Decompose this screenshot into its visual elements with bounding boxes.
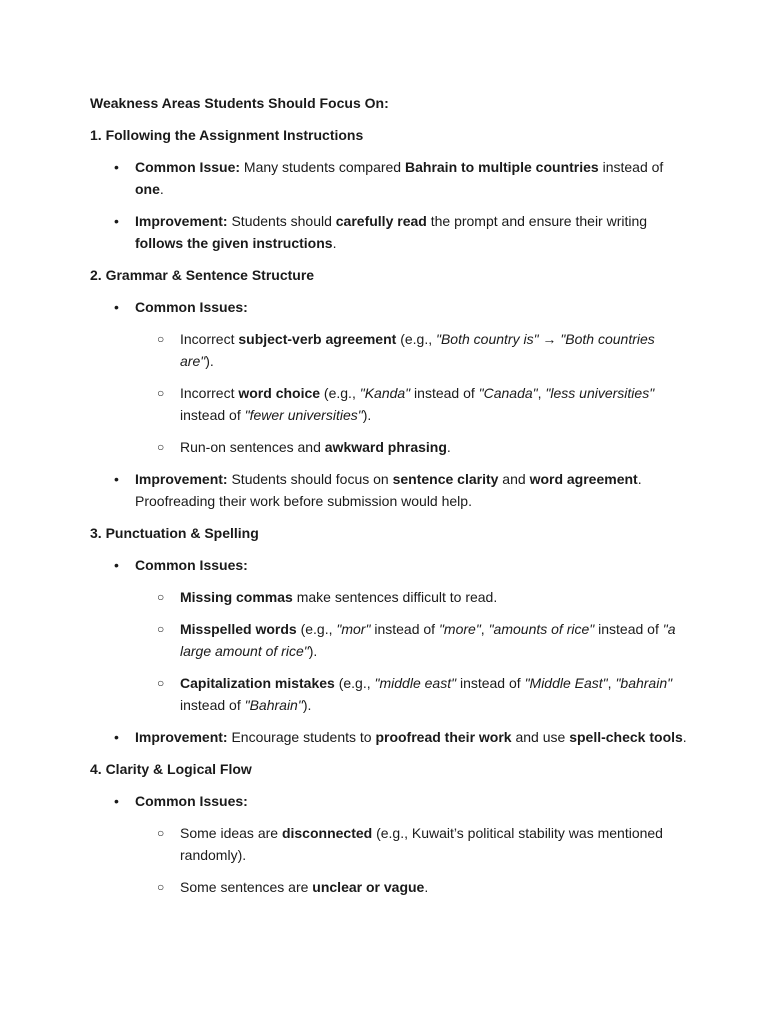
bold-text: word agreement: [529, 471, 638, 487]
bold-text: Misspelled words: [180, 621, 297, 637]
document-page: [90, 92, 690, 908]
bold-text: subject-verb agreement: [238, 331, 397, 347]
italic-text: "less universities": [545, 385, 655, 401]
bold-text: Capitalization mistakes: [180, 675, 335, 691]
section-heading: 1. Following the Assignment Instructions: [90, 127, 364, 143]
text-run: Run-on sentences and: [180, 439, 325, 455]
hollow-bullet-icon: ○: [157, 386, 165, 400]
list-item: [90, 468, 690, 512]
bullet-icon: •: [114, 471, 119, 487]
bold-text: Common Issues:: [135, 793, 248, 809]
bold-text: proofread their work: [375, 729, 512, 745]
text-run: ,: [480, 621, 489, 637]
hollow-bullet-icon: ○: [157, 676, 165, 690]
italic-text: "bahrain": [615, 675, 673, 691]
italic-text: "Middle East": [524, 675, 608, 691]
italic-text: "more": [438, 621, 481, 637]
bold-text: Missing commas: [180, 589, 293, 605]
text-run: Some sentences are: [180, 879, 313, 895]
text-run: .: [332, 235, 337, 251]
hollow-bullet-icon: ○: [157, 622, 165, 636]
bullet-icon: •: [114, 213, 119, 229]
text-run: (e.g.,: [396, 331, 436, 347]
text-run: Some ideas are: [180, 825, 282, 841]
bold-text: Common Issues:: [135, 299, 248, 315]
text-run: . Proofreading their work before submission would help.: [135, 471, 642, 509]
text-run: ).: [205, 353, 214, 369]
text-run: .: [424, 879, 429, 895]
bold-text: disconnected: [281, 825, 373, 841]
italic-text: "a large amount of rice": [180, 621, 676, 659]
text-run: make sentences difficult to read.: [292, 589, 498, 605]
hollow-bullet-icon: ○: [157, 440, 165, 454]
list-item: [90, 790, 690, 812]
bullet-icon: •: [114, 793, 119, 809]
text-run: .: [682, 729, 687, 745]
bold-text: spell-check tools: [569, 729, 683, 745]
list-item: [90, 210, 690, 254]
sub-list-item: [90, 328, 690, 372]
text-run: (e.g.,: [296, 621, 337, 637]
text-run: and: [498, 471, 530, 487]
text-run: (e.g.,: [320, 385, 360, 401]
list-item: [90, 296, 690, 318]
hollow-bullet-icon: ○: [157, 590, 165, 604]
bold-text: Improvement:: [135, 729, 228, 745]
bold-text: follows the given instructions: [135, 235, 333, 251]
text-run: instead of: [410, 385, 479, 401]
italic-text: "Bahrain": [244, 697, 303, 713]
text-run: instead of: [180, 697, 245, 713]
bold-text: Common Issues:: [135, 557, 248, 573]
bullet-icon: •: [114, 159, 119, 175]
text-run: Encourage students to: [227, 729, 376, 745]
italic-text: "fewer universities": [244, 407, 363, 423]
sub-list-item: [90, 586, 690, 608]
document-body: [90, 124, 690, 898]
text-run: instead of: [180, 407, 245, 423]
italic-text: "amounts of rice": [488, 621, 595, 637]
text-run: ).: [362, 407, 372, 423]
hollow-bullet-icon: ○: [157, 332, 165, 346]
bold-text: one: [135, 181, 160, 197]
text-run: and use: [511, 729, 570, 745]
sub-list-item: [90, 618, 690, 662]
text-run: Many students compared: [240, 159, 405, 175]
section-heading: 3. Punctuation & Spelling: [90, 525, 259, 541]
text-run: instead of: [456, 675, 525, 691]
bold-text: sentence clarity: [392, 471, 499, 487]
italic-text: "middle east": [374, 675, 457, 691]
hollow-bullet-icon: ○: [157, 880, 165, 894]
sub-list-item: [90, 876, 690, 898]
text-run: instead of: [594, 621, 663, 637]
section-heading: 2. Grammar & Sentence Structure: [90, 267, 315, 283]
text-run: Students should: [227, 213, 336, 229]
sub-list-item: [90, 436, 690, 458]
bullet-icon: •: [114, 557, 119, 573]
list-item: [90, 156, 690, 200]
text-run: ,: [537, 385, 546, 401]
text-run: instead of: [370, 621, 439, 637]
bold-text: unclear or vague: [312, 879, 425, 895]
italic-text: "Both country is" → "Both countries are": [180, 331, 655, 369]
text-run: (e.g., Kuwait’s political stability was mentioned randomly).: [180, 825, 663, 863]
bullet-icon: •: [114, 299, 119, 315]
sub-list-item: [90, 672, 690, 716]
list-item: [90, 554, 690, 576]
italic-text: "Kanda": [359, 385, 411, 401]
text-run: Incorrect: [180, 331, 239, 347]
section-heading: 4. Clarity & Logical Flow: [90, 761, 252, 777]
bold-text: Common Issue:: [135, 159, 241, 175]
text-run: instead of: [598, 159, 664, 175]
text-run: .: [159, 181, 164, 197]
text-run: ,: [607, 675, 616, 691]
bold-text: carefully read: [335, 213, 427, 229]
italic-text: "mor": [336, 621, 371, 637]
text-run: (e.g.,: [334, 675, 375, 691]
bold-text: Improvement:: [135, 471, 228, 487]
hollow-bullet-icon: ○: [157, 826, 165, 840]
text-run: Students should focus on: [227, 471, 393, 487]
bold-text: Improvement:: [135, 213, 228, 229]
text-run: ).: [302, 697, 312, 713]
text-run: ).: [308, 643, 318, 659]
list-item: [90, 726, 690, 748]
bold-text: awkward phrasing: [324, 439, 447, 455]
text-run: .: [446, 439, 451, 455]
text-run: the prompt and ensure their writing: [426, 213, 648, 229]
bold-text: Bahrain to multiple countries: [405, 159, 599, 175]
bullet-icon: •: [114, 729, 119, 745]
italic-text: "Canada": [478, 385, 538, 401]
text-run: Incorrect: [180, 385, 239, 401]
bold-text: word choice: [238, 385, 321, 401]
sub-list-item: [90, 822, 690, 866]
sub-list-item: [90, 382, 690, 426]
document-title: Weakness Areas Students Should Focus On:: [90, 95, 389, 111]
